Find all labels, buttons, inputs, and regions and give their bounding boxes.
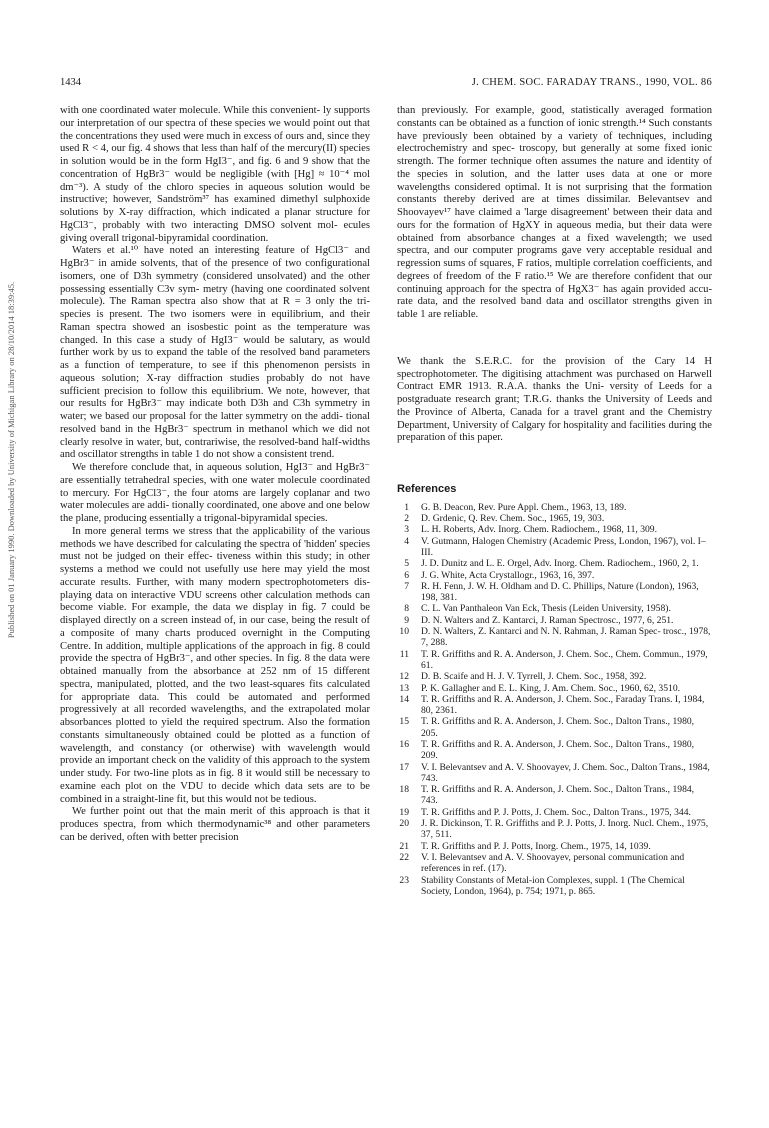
reference-text: P. K. Gallagher and E. L. King, J. Am. Chem. Soc., 1960, 62, 3510. (421, 682, 681, 694)
reference-number: 1 (404, 501, 409, 513)
reference-item (397, 852, 712, 875)
reference-number: 13 (399, 682, 409, 694)
reference-item (397, 739, 712, 762)
reference-item (397, 524, 712, 535)
reference-item (397, 683, 712, 694)
reference-number: 4 (404, 535, 409, 547)
download-watermark (4, 180, 18, 740)
reference-number: 11 (399, 648, 409, 660)
paragraph: In more general terms we stress that the applicability of the various methods we have described for calculating the spectra of 'hidden' species must not be judged on their effec- tiveness within this study; in other systems a method we could not usefully use here may yield the most accurate results. Further, with many modern spectrophotometers dis- playing data on interactive VDU screens other calculation methods can become viable. For example, the data we display in fig. 7 could be displayed directly on a screen instead of, in our case, being the result of a composite of many charts produced overnight in the Computing Centre. In addition, multiple applications of the approach in fig. 8 could provide the spectra of HgBr3⁻, and other species. In fig. 8 the data were obtained manually from the absorbance at 252 nm of 15 different spectra, manipulated, plotted, and the two least-squares fits calculated for appropriate data. This could be automated and performed progressively at all recorded wavelengths, and the extrapolated molar absorbances plotted to yield the required spectrum. Also the formation constants simultaneously obtained could be plotted as a function of wavelength, and constancy (or otherwise) with wavelength would provide an important check on the validity of this approach to the system under study. For two-line plots as in fig. 8 it would still be necessary to examine each plot on the VDU to decide which data sets are to be combined in a straight-line fit, but this would not be tedious. (60, 525, 370, 805)
reference-text: T. R. Griffiths and R. A. Anderson, J. Chem. Soc., Dalton Trans., 1980, 209. (421, 738, 695, 762)
running-header (60, 77, 712, 93)
reference-item (397, 807, 712, 818)
spacer (397, 322, 712, 356)
reference-number: 14 (399, 693, 409, 705)
reference-number: 6 (404, 569, 409, 581)
reference-number: 21 (399, 840, 409, 852)
paragraph: than previously. For example, good, statistically averaged formation constants can be obtained as a function of ionic strength.¹⁴ Such constants have previously been obtained by a variety of techniques, including electrochemistry and spec- troscopy, but generally at some fixed ionic strength. The former technique often assumes the nature and identity of the species in solution, and the latter uses data at one or more wavelengths considered optimal. It is not surprising that the formation constants thereby derived are at times dissimilar. Belevantsev and Shoovayev¹⁷ have claimed a 'large disagreement' between their data and ours for the formation of HgXY in aqueous media, but their data were obtained from absorbance changes at a fixed wavelength; we used spectra, and our computer programs gave very acceptable residual and regression sums of squares, F ratios, multiple correlation coefficients, and degrees of freedom of the F ratio.¹⁵ We are therefore confident that our continuing approach for the spectra of HgX3⁻ has again provided accu- rate data, and the resolved band data and oscillator strengths given in table 1 are reliable. (397, 105, 712, 320)
left-column (60, 105, 370, 845)
reference-text: G. B. Deacon, Rev. Pure Appl. Chem., 1963, 13, 189. (421, 501, 627, 513)
reference-item (397, 841, 712, 852)
reference-text: C. L. Van Panthaleon Van Eck, Thesis (Leiden University, 1958). (421, 603, 671, 615)
download-notice-text: Published on 01 January 1990. Downloaded by University of Michigan Library on 28/10/2014 18:39:45. (6, 281, 16, 639)
reference-text: D. N. Walters, Z. Kantarci and N. N. Rahman, J. Raman Spec- trosc., 1978, 7, 288. (421, 626, 711, 649)
reference-number: 18 (399, 784, 409, 796)
reference-text: T. R. Griffiths and P. J. Potts, J. Chem. Soc., Dalton Trans., 1975, 344. (421, 806, 691, 818)
reference-list (397, 502, 712, 897)
paragraph: Waters et al.¹⁰ have noted an interesting feature of HgCl3⁻ and HgBr3⁻ in amide solvents, that of the presence of two configurational isomers, one of D3h symmetry (considered unsolvated) and the other possessing essentially C3v sym- metry (having one coordinated solvent molecule). The Raman spectra also show that at R = 3 only the tri-species is present. The two isomers were in equilibrium, and their Raman spectra showed an isosbestic point as the temperature was changed. In this case a study of HgI3⁻ would be salutary, as would further work by us to expand the table of the resolved band parameters as a function of temperature, to see if this phenomenon persists in aqueous solution; X-ray diffraction studies probably do not have sufficient precision to follow this equilibrium. We note, however, that our results for HgBr3⁻ may indicate both D3h and C3h symmetry in water; we based our proposal for the latter symmetry on the addi- tional resolved band in the HgBr3⁻ spectrum in methanol which we did not clearly resolve in water, but, contrariwise, the resolved-band half-widths and oscillator strengths in table 1 do not show a consistent trend. (60, 245, 370, 461)
reference-item (397, 875, 712, 898)
reference-item (397, 558, 712, 569)
reference-text: R. H. Fenn, J. W. H. Oldham and D. C. Phillips, Nature (London), 1963, 198, 381. (421, 580, 699, 604)
acknowledgement: We thank the S.E.R.C. for the provision of the Cary 14 H spectrophotometer. The digitising attachment was purchased on Harwell Contract EMR 1913. R.A.A. thanks the Uni- versity of Leeds for a postgraduate research grant; T.R.G. thanks the University of Leeds and the Province of Alberta, Canada for a travel grant and the Chemistry Department, University of Calgary for hospitality and facilities during the preparation of this paper. (397, 355, 712, 444)
reference-item (397, 615, 712, 626)
reference-item (397, 649, 712, 672)
reference-item (397, 570, 712, 581)
reference-item (397, 581, 712, 604)
reference-text: T. R. Griffiths and P. J. Potts, Inorg. Chem., 1975, 14, 1039. (421, 840, 651, 852)
reference-item (397, 694, 712, 717)
paragraph: We therefore conclude that, in aqueous solution, HgI3⁻ and HgBr3⁻ are essentially tetrahedral species, with one water molecule coordinated to mercury. For HgCl3⁻, the four atoms are largely coplanar and two water molecules are addi- tionally coordinated, one above and one below the plane, producing essentially a trigonal-bipyramidal species. (60, 462, 370, 524)
paragraph: We further point out that the main merit of this approach is that it produces spectra, from which thermodynamic³⁸ and other parameters can be derived, often with better precision (60, 806, 370, 843)
reference-number: 15 (399, 716, 409, 728)
reference-number: 22 (399, 851, 409, 863)
reference-text: V. Gutmann, Halogen Chemistry (Academic Press, London, 1967), vol. I–III. (421, 535, 706, 558)
reference-item (397, 536, 712, 559)
reference-number: 10 (399, 626, 409, 638)
reference-number: 19 (399, 806, 409, 818)
reference-item (397, 784, 712, 807)
journal-citation: J. CHEM. SOC. FARADAY TRANS., 1990, VOL. 86 (471, 77, 712, 88)
reference-item (397, 671, 712, 682)
reference-number: 16 (399, 738, 409, 750)
reference-text: V. I. Belevantsev and A. V. Shoovayev, personal communication and references in ref. (17). (421, 851, 685, 875)
spacer (397, 445, 712, 483)
page-number: 1434 (60, 77, 81, 88)
reference-text: D. B. Scaife and H. J. V. Tyrrell, J. Chem. Soc., 1958, 392. (421, 671, 647, 683)
reference-item (397, 818, 712, 841)
reference-text: T. R. Griffiths and R. A. Anderson, J. Chem. Soc., Dalton Trans., 1980, 205. (421, 716, 695, 739)
reference-number: 23 (399, 874, 409, 886)
reference-number: 8 (404, 603, 409, 615)
reference-item (397, 716, 712, 739)
paragraph: with one coordinated water molecule. While this convenient- ly supports our interpretation of our spectra of these species we would point out that the concentrations they used were much in excess of ours and, since they used R < 4, our fig. 4 shows that less than half of the mercury(II) species in solution would be in the form HgI3⁻, and fig. 6 and 9 show that the concentration of HgBr3⁻ would be negligible (with [Hg] ≈ 10⁻⁴ mol dm⁻³). A study of the chloro species in aqueous solution would be instructive; however, Sandström³⁷ has examined dimethyl sulphoxide solutions by X-ray diffraction, which indicated a planar structure for HgCl3⁻, probably with two interacting DMSO solvent mol- ecules giving overall trigonal-bipyramidal coordination. (60, 105, 370, 244)
reference-text: D. Grdenic, Q. Rev. Chem. Soc., 1965, 19, 303. (421, 513, 605, 525)
reference-number: 5 (404, 558, 409, 570)
reference-number: 2 (404, 513, 409, 525)
reference-text: J. G. White, Acta Crystallogr., 1963, 16, 397. (421, 569, 595, 581)
reference-number: 20 (399, 818, 409, 830)
reference-number: 7 (404, 580, 409, 592)
reference-item (397, 502, 712, 513)
reference-number: 3 (404, 524, 409, 536)
reference-text: V. I. Belevantsev and A. V. Shoovayev, J. Chem. Soc., Dalton Trans., 1984, 743. (421, 761, 710, 784)
reference-item (397, 513, 712, 524)
reference-text: D. N. Walters and Z. Kantarci, J. Raman Spectrosc., 1977, 6, 251. (421, 614, 674, 626)
reference-text: T. R. Griffiths and R. A. Anderson, J. Chem. Soc., Faraday Trans. I, 1984, 80, 2361. (421, 693, 705, 717)
right-column (397, 105, 712, 897)
references-heading: References (397, 483, 457, 495)
reference-item (397, 762, 712, 785)
reference-text: J. R. Dickinson, T. R. Griffiths and P. J. Potts, J. Inorg. Nucl. Chem., 1975, 37, 511. (421, 818, 709, 841)
reference-item (397, 603, 712, 614)
reference-text: T. R. Griffiths and R. A. Anderson, J. Chem. Soc., Dalton Trans., 1984, 743. (421, 784, 695, 807)
reference-number: 9 (404, 614, 409, 626)
reference-text: Stability Constants of Metal-ion Complexes, suppl. 1 (The Chemical Society, London, 1964), p. 754; 1971, p. 865. (421, 874, 685, 897)
reference-text: T. R. Griffiths and R. A. Anderson, J. Chem. Soc., Chem. Commun., 1979, 61. (421, 648, 708, 671)
reference-text: L. H. Roberts, Adv. Inorg. Chem. Radiochem., 1968, 11, 309. (421, 524, 658, 536)
reference-number: 17 (399, 761, 409, 773)
reference-number: 12 (399, 671, 409, 683)
reference-text: J. D. Dunitz and L. E. Orgel, Adv. Inorg. Chem. Radiochem., 1960, 2, 1. (421, 558, 699, 570)
reference-item (397, 626, 712, 649)
